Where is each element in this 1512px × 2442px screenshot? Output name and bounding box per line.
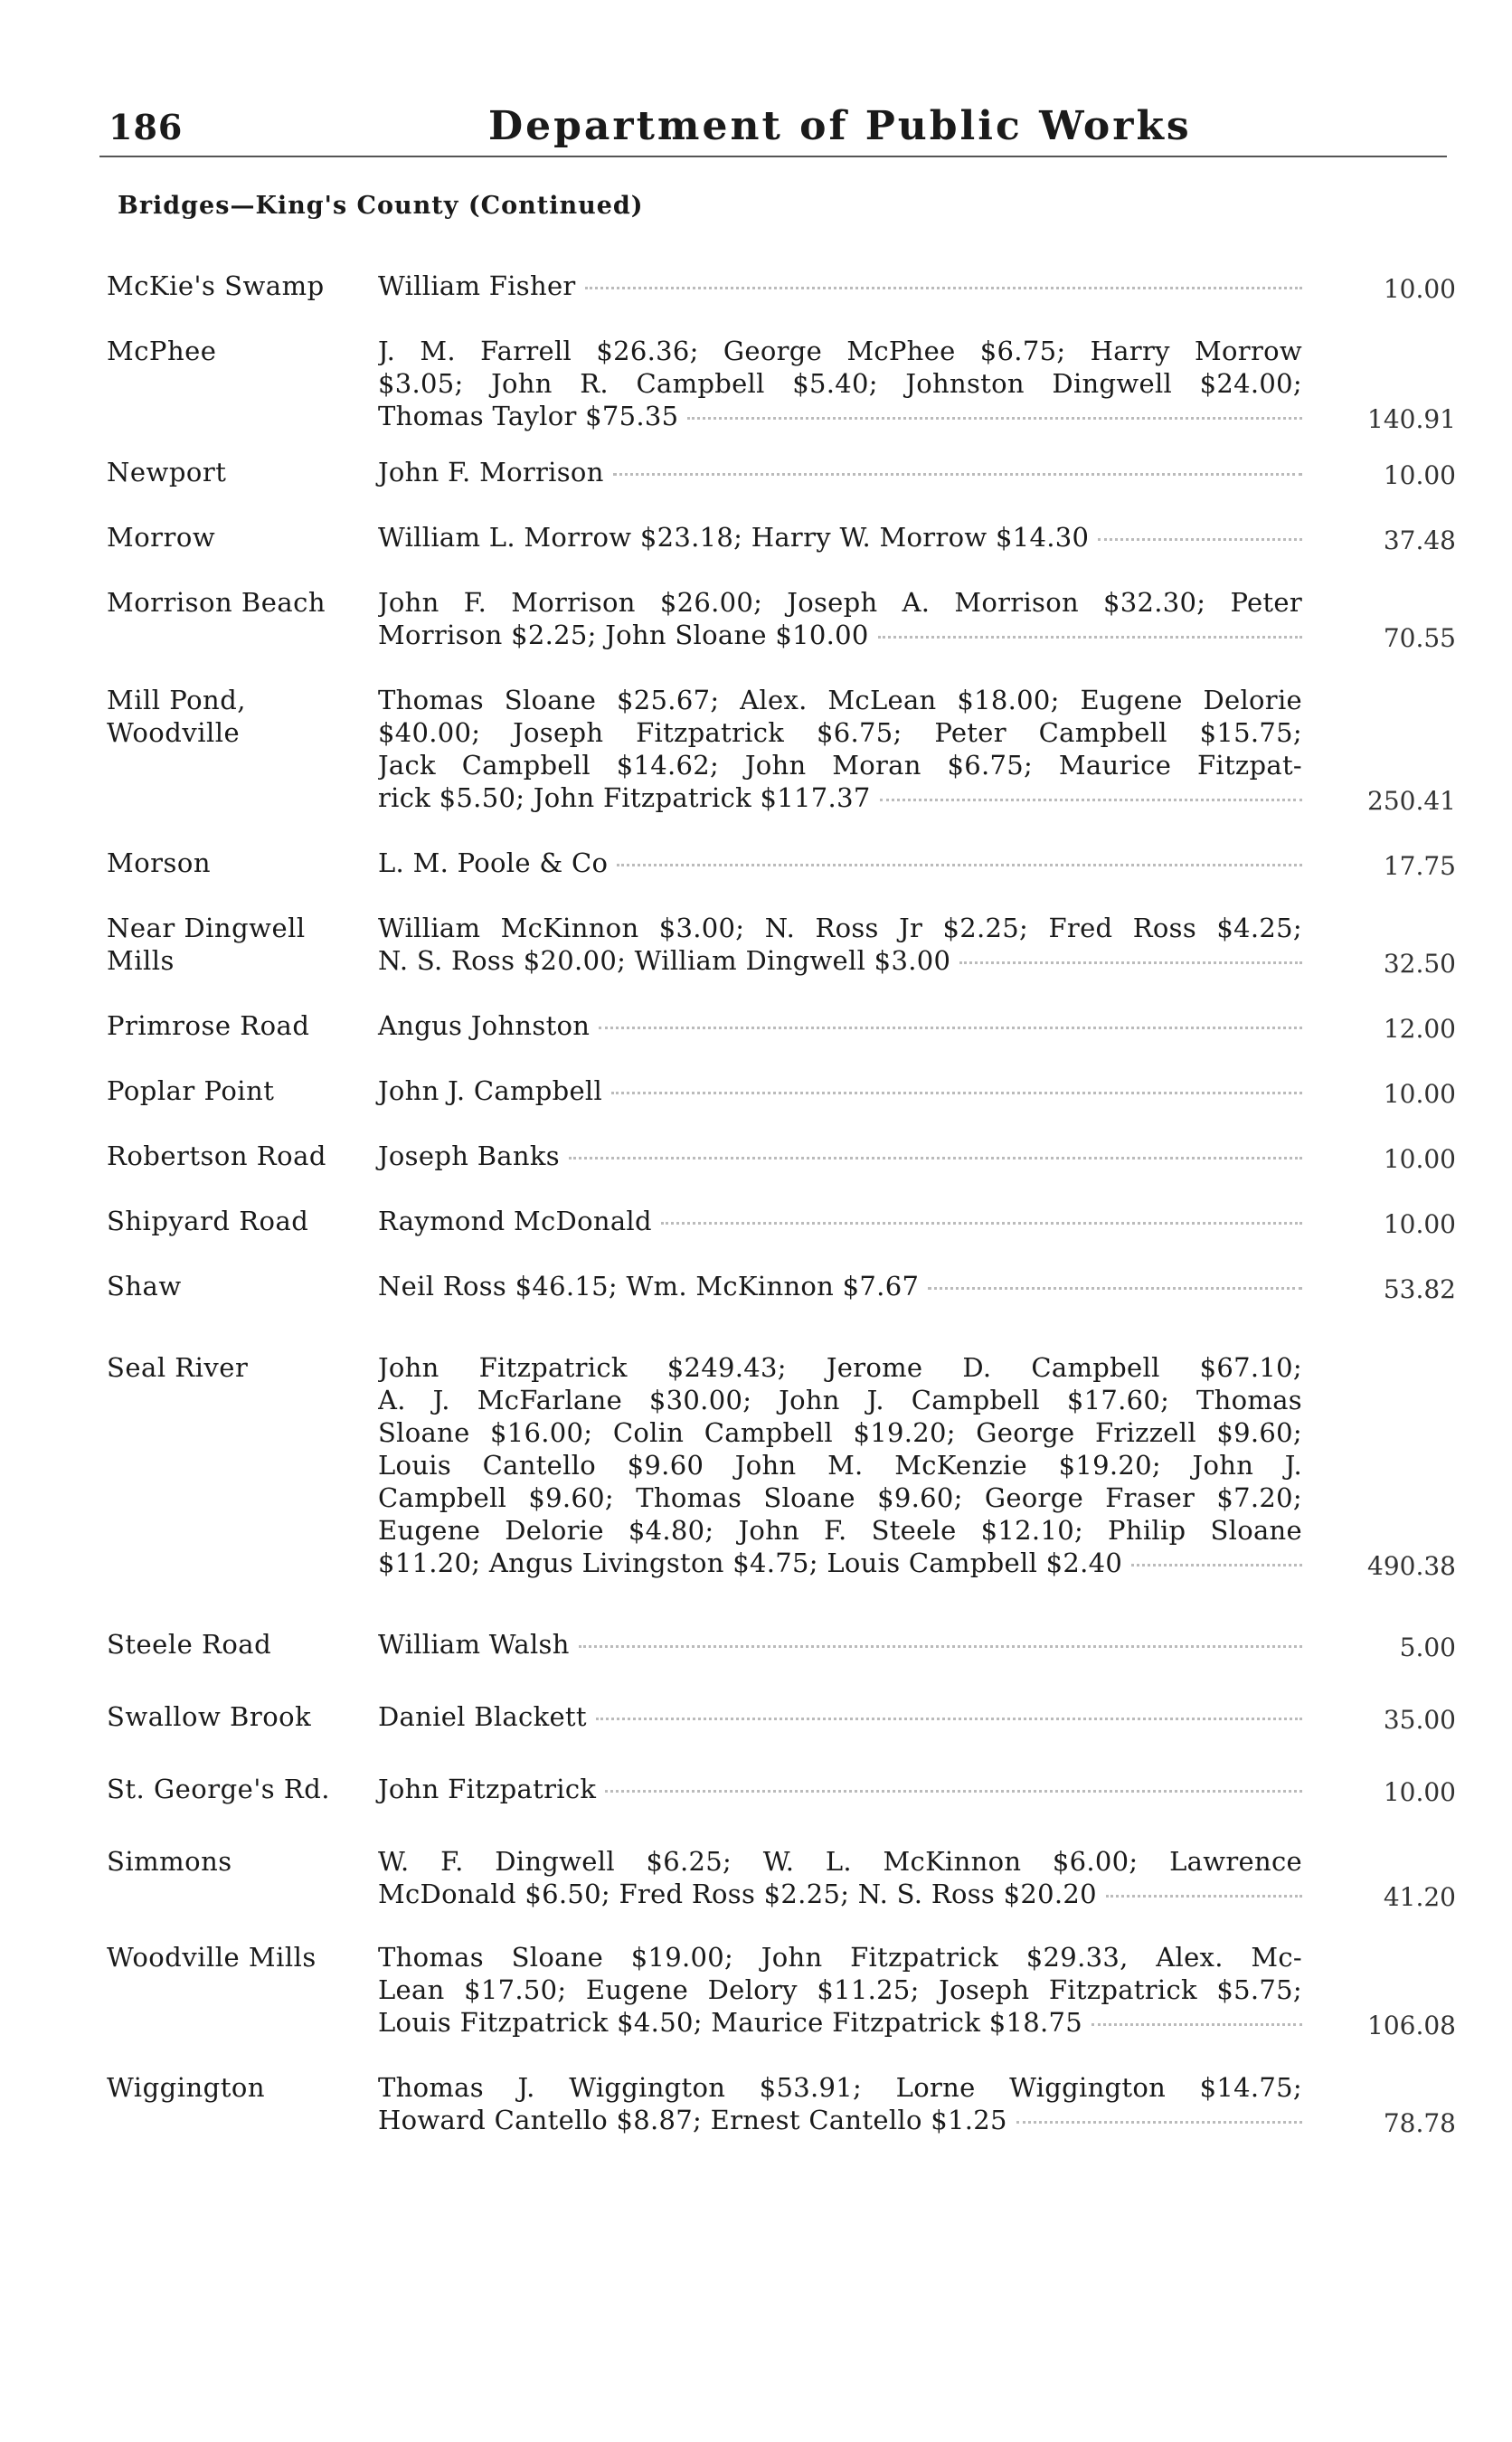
entry-description	[378, 847, 1302, 879]
entry-description	[378, 684, 1302, 814]
entry-description	[378, 270, 1302, 302]
entry-description-line: John Fitzpatrick	[378, 1774, 597, 1804]
entry-description-last-line	[378, 1270, 1302, 1302]
entry-amount: 53.82	[1383, 1274, 1456, 1304]
entry-description-line: Angus Johnston	[378, 1010, 591, 1041]
entry-amount: 78.78	[1383, 2108, 1456, 2138]
entry-description-line: Eugene Delorie $4.80; John F. Steele $12.10; Philip Sloane	[378, 1515, 1302, 1546]
entry-description	[378, 1205, 1302, 1237]
dot-leader	[1106, 1895, 1302, 1898]
entry-location: Simmons	[107, 1846, 232, 1877]
entry-description-last-line	[378, 2006, 1302, 2039]
dot-leader	[928, 1287, 1302, 1290]
entry-description-last-line	[378, 1074, 1302, 1107]
entry-location: Seal River	[107, 1352, 249, 1383]
entry-amount: 10.00	[1383, 274, 1456, 304]
entry-description-line: Howard Cantello $8.87; Ernest Cantello $1.25	[378, 2105, 1007, 2135]
entry-location: Swallow Brook	[107, 1701, 312, 1732]
entry-description	[378, 1351, 1302, 1579]
entry-amount: 10.00	[1383, 1079, 1456, 1109]
entry-description-line: Campbell $9.60; Thomas Sloane $9.60; George Fraser $7.20;	[378, 1482, 1302, 1513]
dot-leader	[878, 636, 1302, 639]
entry-description-line: Thomas Sloane $19.00; John Fitzpatrick $29.33, Alex. Mc-	[378, 1942, 1302, 1973]
entry-location: Morrison Beach	[107, 587, 326, 618]
entry-description-last-line	[378, 781, 1302, 814]
entry-description-last-line	[378, 521, 1302, 554]
entry-description-line: Thomas Sloane $25.67; Alex. McLean $18.00; Eugene Delorie	[378, 685, 1302, 715]
entry-location: Morson	[107, 847, 212, 878]
entry-location: Shaw	[107, 1271, 182, 1301]
section-heading: Bridges—King's County (Continued)	[118, 192, 644, 220]
entry-description	[378, 1270, 1302, 1302]
entry-description-line: J. M. Farrell $26.36; George McPhee $6.75; Harry Morrow	[378, 336, 1302, 366]
entry-description-last-line	[378, 1205, 1302, 1237]
entry-description-last-line	[378, 1878, 1302, 1910]
dot-leader	[617, 864, 1302, 866]
entry-description	[378, 1845, 1302, 1910]
entry-amount: 70.55	[1383, 623, 1456, 653]
dot-leader	[579, 1645, 1302, 1648]
entry-description-line: McDonald $6.50; Fred Ross $2.25; N. S. Ross $20.20	[378, 1879, 1097, 1909]
entry-description-line: William L. Morrow $23.18; Harry W. Morrow $14.30	[378, 522, 1090, 553]
entry-location: Newport	[107, 457, 227, 487]
entry-description	[378, 456, 1302, 488]
entry-amount: 250.41	[1367, 786, 1456, 816]
entry-location: Near Dingwell Mills	[107, 913, 306, 976]
entry-amount: 32.50	[1383, 949, 1456, 979]
entry-description	[378, 1074, 1302, 1107]
entry-description-line: W. F. Dingwell $6.25; W. L. McKinnon $6.00; Lawrence	[378, 1846, 1302, 1877]
entry-description-line: Raymond McDonald	[378, 1206, 652, 1236]
dot-leader	[880, 799, 1302, 801]
dot-leader	[1098, 538, 1302, 541]
entry-description	[378, 335, 1302, 432]
entry-description-last-line	[378, 1547, 1302, 1579]
entry-description-last-line	[378, 1700, 1302, 1733]
header-rule	[99, 156, 1447, 157]
dot-leader	[596, 1718, 1302, 1720]
entry-description	[378, 1140, 1302, 1172]
entry-amount: 37.48	[1383, 525, 1456, 555]
dot-leader	[1131, 1564, 1302, 1566]
dot-leader	[605, 1790, 1302, 1793]
entry-description-line: John Fitzpatrick $249.43; Jerome D. Campbell $67.10;	[378, 1352, 1302, 1383]
entry-location: Morrow	[107, 522, 216, 553]
entry-description-line: John F. Morrison $26.00; Joseph A. Morrison $32.30; Peter	[378, 587, 1302, 618]
dot-leader	[687, 417, 1302, 420]
entry-amount: 10.00	[1383, 460, 1456, 490]
entry-amount: 106.08	[1367, 2011, 1456, 2040]
entry-description	[378, 1628, 1302, 1661]
entry-description-last-line	[378, 847, 1302, 879]
entry-location: Poplar Point	[107, 1075, 275, 1106]
dot-leader	[569, 1157, 1302, 1159]
entry-description-last-line	[378, 270, 1302, 302]
entry-description	[378, 521, 1302, 554]
entry-location: McPhee	[107, 336, 217, 366]
entry-description-last-line	[378, 400, 1302, 432]
entry-amount: 140.91	[1367, 404, 1456, 434]
entry-description-last-line	[378, 944, 1302, 977]
entry-description-line: A. J. McFarlane $30.00; John J. Campbell $17.60; Thomas	[378, 1385, 1302, 1415]
entry-description-line: William Walsh	[378, 1629, 570, 1660]
entry-description-line: $40.00; Joseph Fitzpatrick $6.75; Peter Campbell $15.75;	[378, 717, 1302, 748]
entry-amount: 5.00	[1399, 1633, 1456, 1662]
entry-description-line: Neil Ross $46.15; Wm. McKinnon $7.67	[378, 1271, 920, 1301]
entry-location: Wiggington	[107, 2072, 266, 2103]
entry-description-line: John F. Morrison	[378, 457, 604, 487]
entry-description-line: Louis Cantello $9.60 John M. McKenzie $19.20; John J.	[378, 1450, 1302, 1481]
dot-leader	[613, 473, 1302, 476]
entry-description-last-line	[378, 1773, 1302, 1805]
entry-description-last-line	[378, 1009, 1302, 1042]
entry-description-line: Sloane $16.00; Colin Campbell $19.20; George Frizzell $9.60;	[378, 1417, 1302, 1448]
entry-description-line: William Fisher	[378, 270, 576, 301]
entry-description-line: L. M. Poole & Co	[378, 847, 609, 878]
entry-description-line: Jack Campbell $14.62; John Moran $6.75; Maurice Fitzpat-	[378, 750, 1302, 781]
entry-description-line: N. S. Ross $20.00; William Dingwell $3.00	[378, 945, 951, 976]
entry-location: Robertson Road	[107, 1141, 326, 1171]
running-title: Department of Public Works	[488, 103, 1192, 149]
entry-description-last-line	[378, 1628, 1302, 1661]
dot-leader	[1091, 2023, 1302, 2026]
entry-description	[378, 1773, 1302, 1805]
entry-description-last-line	[378, 456, 1302, 488]
dot-leader	[959, 961, 1302, 964]
entry-amount: 10.00	[1383, 1144, 1456, 1174]
entry-location: McKie's Swamp	[107, 270, 325, 301]
entry-location: St. George's Rd.	[107, 1774, 331, 1804]
entry-description-line: Thomas J. Wiggington $53.91; Lorne Wiggington $14.75;	[378, 2072, 1302, 2103]
page-header	[109, 99, 1447, 154]
entry-description-line: Joseph Banks	[378, 1141, 560, 1171]
entry-description-line: Thomas Taylor $75.35	[378, 401, 679, 431]
entry-description	[378, 1009, 1302, 1042]
entry-description	[378, 912, 1302, 977]
entry-description-last-line	[378, 2104, 1302, 2136]
entry-description	[378, 586, 1302, 651]
entry-description-line: William McKinnon $3.00; N. Ross Jr $2.25; Fred Ross $4.25;	[378, 913, 1302, 943]
entry-location: Shipyard Road	[107, 1206, 309, 1236]
entry-location: Primrose Road	[107, 1010, 310, 1041]
entry-location: Steele Road	[107, 1629, 272, 1660]
entry-description-line: Morrison $2.25; John Sloane $10.00	[378, 620, 869, 650]
entry-description-last-line	[378, 619, 1302, 651]
entry-description-line: Louis Fitzpatrick $4.50; Maurice Fitzpatrick $18.75	[378, 2007, 1082, 2038]
dot-leader	[585, 287, 1302, 289]
entry-description	[378, 2071, 1302, 2136]
dot-leader	[1016, 2121, 1302, 2124]
entry-location: Woodville Mills	[107, 1942, 317, 1973]
entry-description	[378, 1941, 1302, 2039]
dot-leader	[661, 1222, 1302, 1225]
entry-description-line: $11.20; Angus Livingston $4.75; Louis Campbell $2.40	[378, 1548, 1123, 1578]
dot-leader	[611, 1092, 1302, 1094]
entry-amount: 490.38	[1367, 1551, 1456, 1581]
entry-amount: 10.00	[1383, 1209, 1456, 1239]
entry-description-line: rick $5.50; John Fitzpatrick $117.37	[378, 782, 871, 813]
entry-description-line: John J. Campbell	[378, 1075, 603, 1106]
entry-location: Mill Pond, Woodville	[107, 685, 246, 748]
page-number: 186	[109, 107, 184, 147]
entry-description-line: $3.05; John R. Campbell $5.40; Johnston Dingwell $24.00;	[378, 368, 1302, 399]
entry-amount: 10.00	[1383, 1777, 1456, 1807]
entry-description-line: Daniel Blackett	[378, 1701, 587, 1732]
entry-amount: 35.00	[1383, 1705, 1456, 1735]
entry-description	[378, 1700, 1302, 1733]
entry-amount: 12.00	[1383, 1014, 1456, 1044]
entry-amount: 41.20	[1383, 1882, 1456, 1912]
dot-leader	[599, 1027, 1302, 1029]
entry-amount: 17.75	[1383, 851, 1456, 881]
entry-description-line: Lean $17.50; Eugene Delory $11.25; Joseph Fitzpatrick $5.75;	[378, 1974, 1302, 2005]
entry-description-last-line	[378, 1140, 1302, 1172]
